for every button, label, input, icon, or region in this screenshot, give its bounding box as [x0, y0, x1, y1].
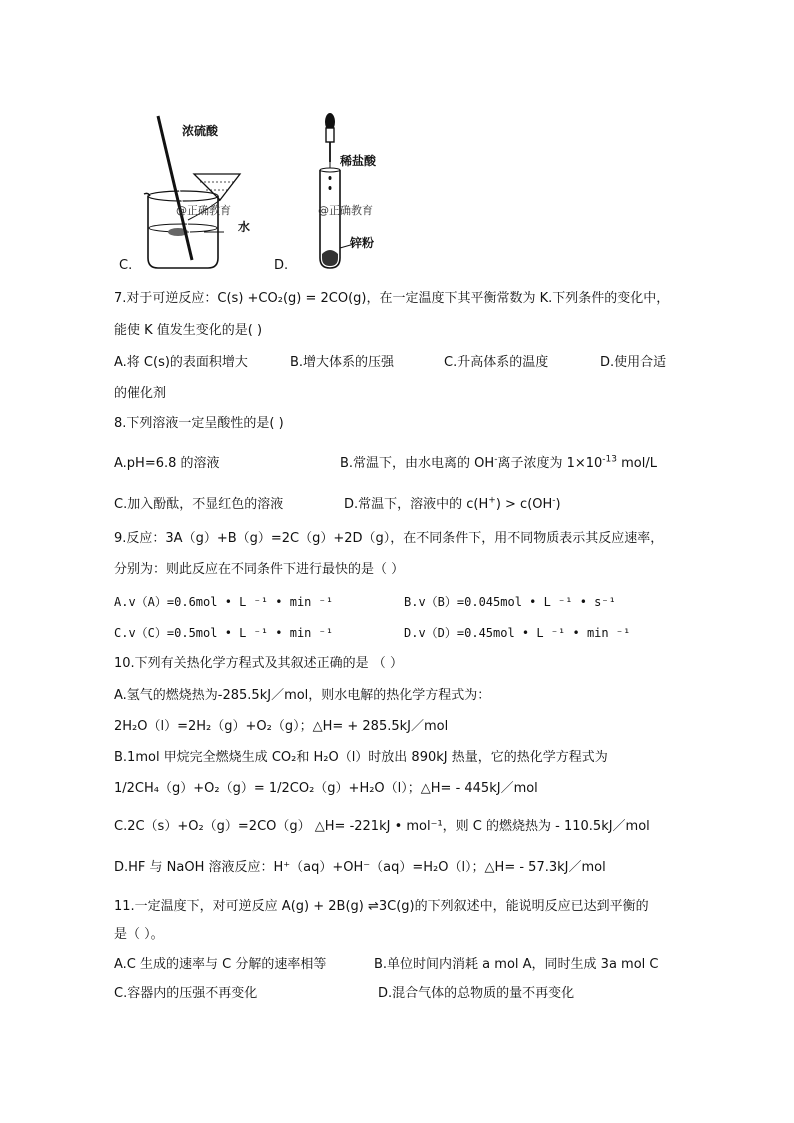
question-9-option-c: C.v（C）=0.5mol • L ⁻¹ • min ⁻¹: [114, 626, 334, 640]
watermark: @正确教育: [318, 204, 373, 217]
dilute-hydrochloric-acid-label: 稀盐酸: [340, 154, 377, 168]
question-8-option-d: [344, 496, 561, 514]
option-b-text-2: 离子浓度为 1×10: [497, 456, 603, 471]
concentrated-sulfuric-acid-label: 浓硫酸: [182, 124, 219, 138]
superscript: -: [552, 495, 556, 506]
question-7-option-d-wrap: 的催化剂: [114, 386, 167, 401]
question-7-option-d: D.使用合适: [600, 355, 667, 370]
question-11-option-b: B.单位时间内消耗 a mol A，同时生成 3a mol C: [374, 957, 659, 972]
question-10-option-d: D.HF 与 NaOH 溶液反应：H⁺（aq）+OH⁻（aq）=H₂O（l）；△H= - 57.3kJ／mol: [114, 860, 606, 875]
option-b-text-3: mol/L: [617, 456, 657, 471]
question-10-option-a-line-1: A.氢气的燃烧热为-285.5kJ／mol，则水电解的热化学方程式为：: [114, 688, 491, 703]
question-8-option-a: A.pH=6.8 的溶液: [114, 456, 220, 471]
question-9-option-b: B.v（B）=0.045mol • L ⁻¹ • s⁻¹: [404, 595, 616, 609]
superscript: -: [494, 454, 498, 465]
option-d-text-3: ): [555, 497, 561, 512]
water-label: 水: [238, 220, 251, 234]
question-10-option-b-line-2: 1/2CH₄（g）+O₂（g）= 1/2CO₂（g）+H₂O（l）；△H= - 445kJ／mol: [114, 781, 538, 796]
test-tube-drawing: [304, 108, 404, 278]
superscript: +: [488, 495, 496, 506]
question-8-stem: 8.下列溶液一定呈酸性的是( ): [114, 416, 284, 431]
question-11-option-a: A.C 生成的速率与 C 分解的速率相等: [114, 957, 327, 972]
question-9-option-a: A.v（A）=0.6mol • L ⁻¹ • min ⁻¹: [114, 595, 334, 609]
question-7-option-a: A.将 C(s)的表面积增大: [114, 355, 248, 370]
watermark: @正确教育: [176, 204, 231, 217]
option-d-figure-letter: D.: [274, 258, 289, 273]
zinc-powder-label: 锌粉: [350, 236, 375, 250]
question-10-option-b-line-1: B.1mol 甲烷完全燃烧生成 CO₂和 H₂O（l）时放出 890kJ 热量，它的热化学方程式为: [114, 750, 608, 765]
question-11-line-2: 是（ ）。: [114, 927, 164, 942]
question-8-option-c: C.加入酚酞，不显红色的溶液: [114, 497, 284, 512]
figure-d: [304, 108, 404, 278]
question-10-option-a-line-2: 2H₂O（l）=2H₂（g）+O₂（g）；△H= + 285.5kJ／mol: [114, 719, 449, 734]
question-11-line-1: 11.一定温度下，对可逆反应 A(g) + 2B(g) ⇌3C(g)的下列叙述中，能说明反应已达到平衡的: [114, 899, 649, 914]
question-7-line-1: 7.对于可逆反应：C(s) +CO₂(g) = 2CO(g)，在一定温度下其平衡常数为 K.下列条件的变化中，: [114, 291, 670, 306]
question-7-option-c: C.升高体系的温度: [444, 355, 549, 370]
question-8-option-b: [340, 455, 657, 473]
option-d-text-2: ) > c(OH: [495, 497, 553, 512]
option-d-text-1: D.常温下，溶液中的 c(H: [344, 497, 489, 512]
question-11-option-d: D.混合气体的总物质的量不再变化: [378, 986, 575, 1001]
question-7-line-2: 能使 K 值发生变化的是( ): [114, 323, 263, 338]
question-9-line-2: 分别为：则此反应在不同条件下进行最快的是（ ）: [114, 562, 405, 577]
question-9-line-1: 9.反应：3A（g）+B（g）=2C（g）+2D（g），在不同条件下，用不同物质表示其反应速率，: [114, 531, 664, 546]
question-7-option-b: B.增大体系的压强: [290, 355, 395, 370]
question-10-option-c: C.2C（s）+O₂（g）=2CO（g） △H= -221kJ • mol⁻¹，则 C 的燃烧热为 - 110.5kJ／mol: [114, 819, 650, 834]
option-b-text-1: B.常温下，由水电离的 OH: [340, 456, 495, 471]
option-c-figure-letter: C.: [119, 258, 133, 273]
question-9-option-d: D.v（D）=0.45mol • L ⁻¹ • min ⁻¹: [404, 626, 631, 640]
question-10-stem: 10.下列有关热化学方程式及其叙述正确的是 （ ）: [114, 656, 403, 671]
superscript: -13: [602, 454, 617, 465]
question-11-option-c: C.容器内的压强不再变化: [114, 986, 258, 1001]
figure-c: [112, 108, 272, 278]
